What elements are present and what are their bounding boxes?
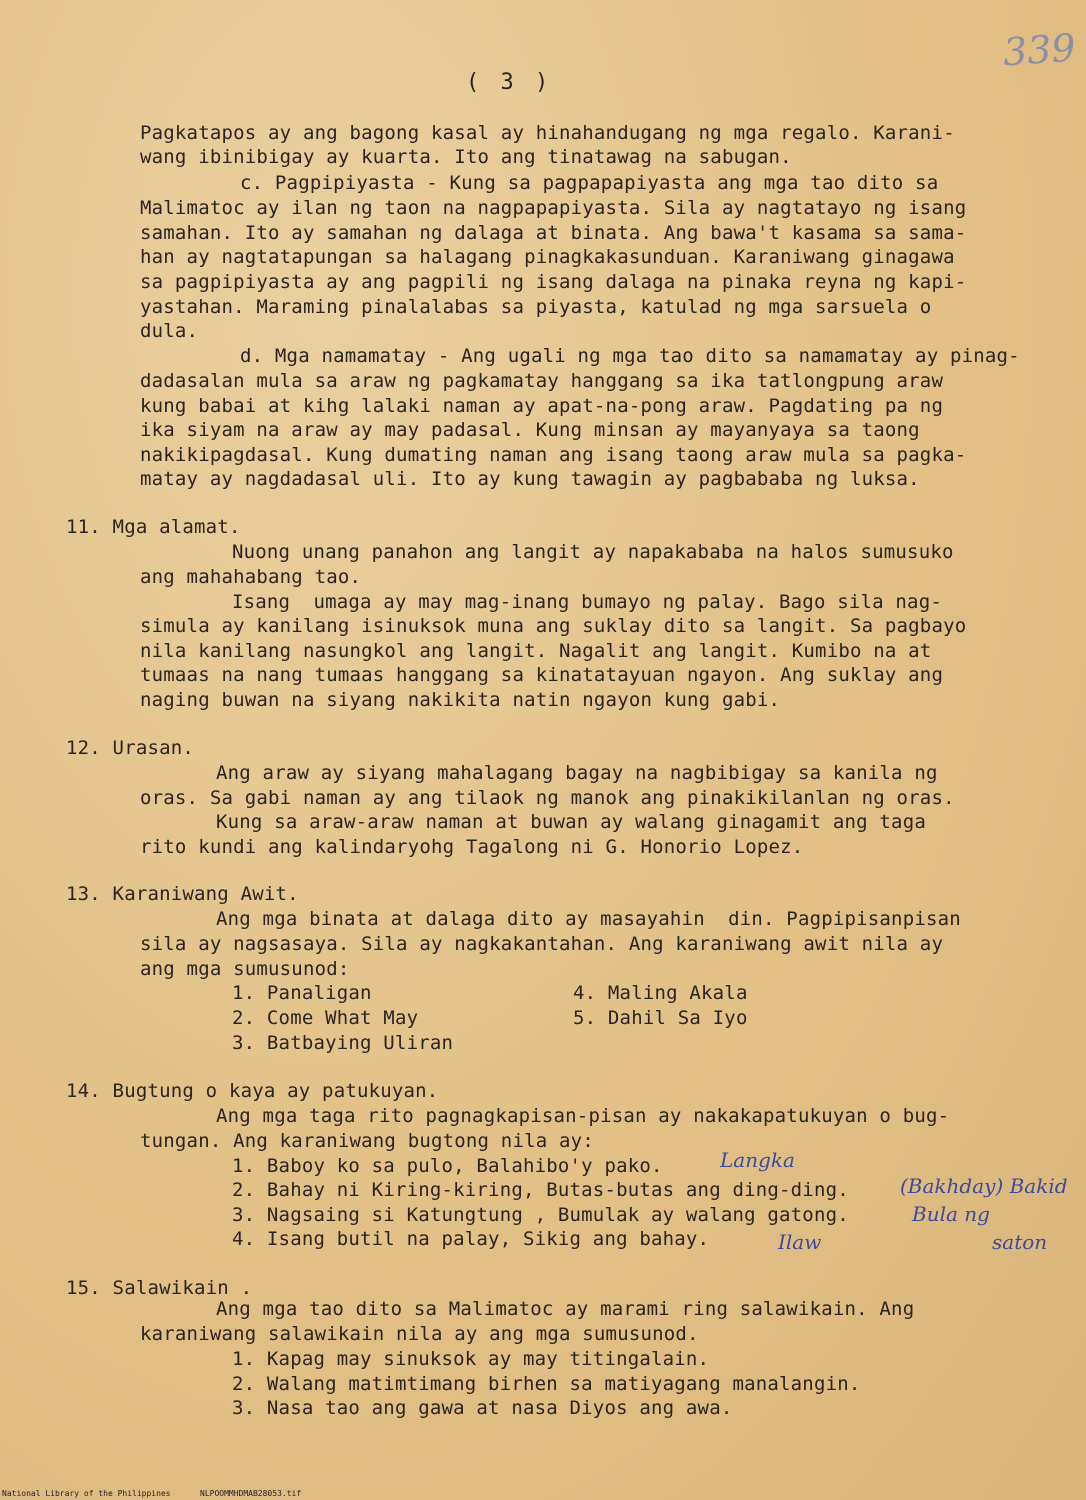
paragraph-line: simula ay kanilang isinuksok muna ang suklay dito sa langit. Sa pagbayo	[140, 615, 967, 637]
section-heading: 15. Salawikain .	[66, 1277, 253, 1299]
paragraph-line: wang ibinibigay ay kuarta. Ito ang tinatawag na sabugan.	[140, 146, 792, 168]
riddle-item: 1. Baboy ko sa pulo, Balahibo'y pako.	[232, 1155, 663, 1177]
page-number: ( 3 )	[466, 70, 553, 95]
paragraph-line: sila ay nagsasaya. Sila ay nagkakantahan. Ang karaniwang awit nila ay	[140, 933, 944, 955]
song-item: 4. Maling Akala	[573, 982, 748, 1004]
paragraph-line: karaniwang salawikain nila ay ang mga sumusunod.	[140, 1323, 699, 1345]
handwritten-answer: (Bakhday) Bakid	[900, 1174, 1068, 1198]
paragraph-line: dula.	[140, 320, 199, 342]
section-heading: 11. Mga alamat.	[66, 516, 241, 538]
song-item: 5. Dahil Sa Iyo	[573, 1007, 748, 1029]
paragraph-line: naging buwan na siyang nakikita natin ngayon kung gabi.	[140, 689, 781, 711]
paragraph-line: yastahan. Maraming pinalalabas sa piyasta, katulad ng mga sarsuela o	[140, 296, 932, 318]
riddle-item: 4. Isang butil na palay, Sikig ang bahay.	[232, 1228, 710, 1250]
handwritten-answer: saton	[992, 1230, 1048, 1254]
paragraph-line: Ang mga tao dito sa Malimatoc ay marami ring salawikain. Ang	[216, 1298, 915, 1320]
paragraph-line: Pagkatapos ay ang bagong kasal ay hinahandugang ng mga regalo. Karani-	[140, 122, 955, 144]
paragraph-line: Malimatoc ay ilan ng taon na nagpapapiyasta. Sila ay nagtatayo ng isang	[140, 197, 967, 219]
paragraph-line: dadasalan mula sa araw ng pagkamatay hanggang sa ika tatlongpung araw	[140, 370, 944, 392]
paragraph-line: ang mahahabang tao.	[140, 566, 362, 588]
handwritten-answer: Langka	[720, 1148, 795, 1172]
saying-item: 1. Kapag may sinuksok ay may titingalain.	[232, 1348, 710, 1370]
footer-library: National Library of the Philippines	[2, 1489, 171, 1498]
paragraph-line: tumaas na nang tumaas hanggang sa kinatatayuan ngayon. Ang suklay ang	[140, 664, 944, 686]
paragraph-line: Ang mga binata at dalaga dito ay masayahin din. Pagpipisanpisan	[216, 908, 961, 930]
section-heading: 12. Urasan.	[66, 737, 195, 759]
paragraph-line: sa pagpipiyasta ay ang pagpili ng isang dalaga na pinaka reyna ng kapi-	[140, 271, 967, 293]
saying-item: 2. Walang matimtimang birhen sa matiyagang manalangin.	[232, 1373, 861, 1395]
song-item: 3. Batbaying Uliran	[232, 1032, 454, 1054]
section-heading: 14. Bugtung o kaya ay patukuyan.	[66, 1080, 439, 1102]
handwritten-answer: Bula ng	[912, 1202, 990, 1226]
paragraph-line: Ang mga taga rito pagnagkapisan-pisan ay nakakapatukuyan o bug-	[216, 1105, 950, 1127]
paragraph-line: ika siyam na araw ay may padasal. Kung minsan ay mayanyaya sa taong	[140, 419, 920, 441]
saying-item: 3. Nasa tao ang gawa at nasa Diyos ang awa.	[232, 1397, 733, 1419]
archive-number-handwritten: 339	[1001, 25, 1077, 75]
paragraph-line: Kung sa araw-araw naman at buwan ay walang ginagamit ang taga	[216, 811, 926, 833]
song-item: 1. Panaligan	[232, 982, 372, 1004]
paragraph-line: tungan. Ang karaniwang bugtong nila ay:	[140, 1130, 594, 1152]
paragraph-line: kung babai at kihg lalaki naman ay apat-na-pong araw. Pagdating pa ng	[140, 395, 944, 417]
paragraph-line: han ay nagtatapungan sa halagang pinagkakasunduan. Karaniwang ginagawa	[140, 246, 955, 268]
paragraph-line: c. Pagpipiyasta - Kung sa pagpapapiyasta ang mga tao dito sa	[240, 172, 939, 194]
paragraph-line: oras. Sa gabi naman ay ang tilaok ng manok ang pinakikilanlan ng oras.	[140, 787, 955, 809]
paragraph-line: Ang araw ay siyang mahalagang bagay na nagbibigay sa kanila ng	[216, 762, 938, 784]
paragraph-line: nila kanilang nasungkol ang langit. Nagalit ang langit. Kumibo na at	[140, 640, 932, 662]
paragraph-line: ang mga sumusunod:	[140, 958, 350, 980]
paragraph-line: Nuong unang panahon ang langit ay napakababa na halos sumusuko	[232, 541, 954, 563]
paragraph-line: matay ay nagdadasal uli. Ito ay kung tawagin ay pagbababa ng luksa.	[140, 468, 920, 490]
handwritten-answer: Ilaw	[778, 1230, 822, 1254]
footer-filename: NLPOOMMHDMAB28053.tif	[200, 1489, 302, 1498]
paragraph-line: nakikipagdasal. Kung dumating naman ang isang taong araw mula sa pagka-	[140, 444, 967, 466]
paragraph-line: samahan. Ito ay samahan ng dalaga at binata. Ang bawa't kasama sa sama-	[140, 222, 967, 244]
paragraph-line: d. Mga namamatay - Ang ugali ng mga tao dito sa namamatay ay pinag-	[240, 345, 1020, 367]
paragraph-line: rito kundi ang kalindaryohg Tagalong ni G. Honorio Lopez.	[140, 836, 804, 858]
paragraph-line: Isang umaga ay may mag-inang bumayo ng palay. Bago sila nag-	[232, 591, 942, 613]
riddle-item: 2. Bahay ni Kiring-kiring, Butas-butas ang ding-ding.	[232, 1179, 849, 1201]
riddle-item: 3. Nagsaing si Katungtung , Bumulak ay walang gatong.	[232, 1204, 849, 1226]
song-item: 2. Come What May	[232, 1007, 419, 1029]
section-heading: 13. Karaniwang Awit.	[66, 883, 299, 905]
